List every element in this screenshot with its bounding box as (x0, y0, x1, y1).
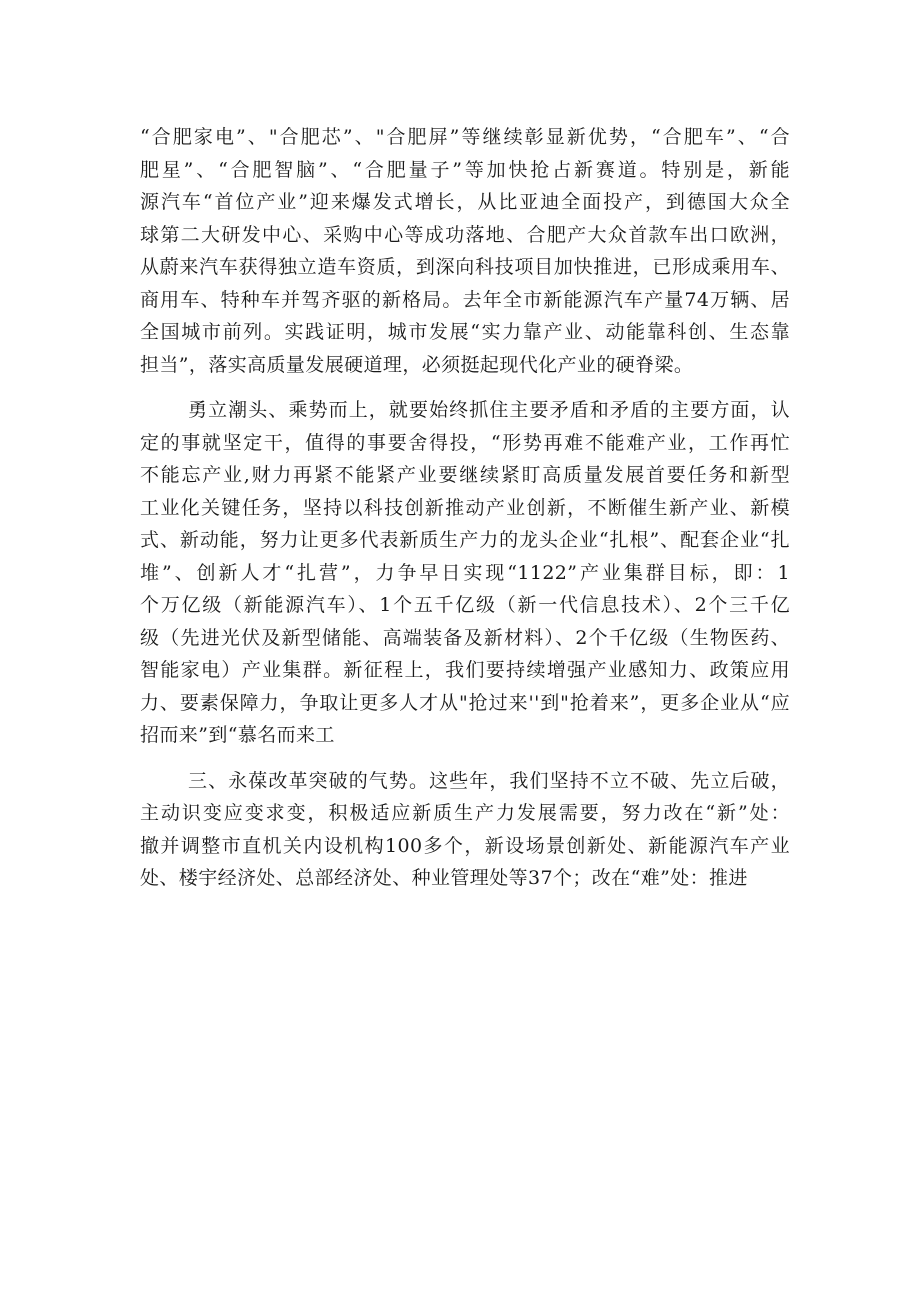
document-body (140, 121, 790, 895)
text-line: 工业化关键任务，坚持以科技创新推动产业创新，不断催生新产业、新模 (140, 496, 790, 519)
text-line: 源汽车“首位产业”迎来爆发式增长，从比亚迪全面投产，到德国大众全 (140, 191, 790, 213)
text-line: 撤并调整市直机关内设机构100多个，新设场景创新处、新能源汽车产业 (140, 834, 790, 857)
text-line: 个万亿级（新能源汽车）、1个五千亿级（新一代信息技术）、2个三千亿 (140, 594, 790, 616)
text-line: 级（先进光伏及新型储能、高端装备及新材料）、2个千亿级（生物医药、 (140, 626, 790, 649)
text-line: “合肥家电”、"合肥芯”、"合肥屏”等继续彰显新优势，“合肥车”、“合 (140, 126, 790, 148)
paragraph-gap (140, 381, 790, 394)
text-line: 智能家电）产业集群。新征程上，我们要持续增强产业感知力、政策应用 (140, 659, 790, 681)
text-line: 全国城市前列。实践证明，城市发展“实力靠产业、动能靠科创、生态靠 (140, 321, 790, 343)
text-line: 肥星”、“合肥智脑”、“合肥量子”等加快抢占新赛道。特别是，新能 (140, 158, 790, 181)
text-line: 招而来”到“慕名而来工 (140, 724, 335, 746)
text-line: 商用车、特种车并驾齐驱的新格局。去年全市新能源汽车产量74万辆、居 (140, 288, 790, 311)
text-line: 三、永葆改革突破的气势。这些年，我们坚持不立不破、先立后破， (188, 769, 790, 792)
text-line: 从蔚来汽车获得独立造车资质，到深向科技项目加快推进，已形成乘用车、 (140, 256, 790, 278)
text-line: 定的事就坚定干，值得的事要舍得投，“形势再难不能难产业，工作再忙 (140, 431, 790, 454)
text-line: 处、楼宇经济处、总部经济处、种业管理处等37个；改在“难”处：推进 (140, 867, 748, 889)
paragraph (140, 121, 790, 381)
paragraph-gap (140, 752, 790, 765)
text-line: 力、要素保障力，争取让更多人才从"抢过来''到"抢着来”，更多企业从“应 (140, 691, 790, 714)
text-line: 担当”，落实高质量发展硬道理，必须挺起现代化产业的硬脊梁。 (140, 353, 694, 376)
text-line: 球第二大研发中心、采购中心等成功落地、合肥产大众首款车出口欧洲， (140, 223, 790, 246)
text-line: 式、新动能，努力让更多代表新质生产力的龙头企业“扎根”、配套企业“扎 (140, 529, 790, 551)
text-line: 堆”、创新人才“扎营”，力争早日实现“1122”产业集群目标，即：1 (140, 561, 790, 584)
text-line: 勇立潮头、乘势而上，就要始终抓住主要矛盾和矛盾的主要方面，认 (188, 399, 790, 421)
paragraph (140, 765, 790, 895)
text-line: 主动识变应变求变，积极适应新质生产力发展需要，努力改在“新”处： (140, 802, 790, 824)
paragraph (140, 394, 790, 752)
text-line: 不能忘产业,财力再紧不能紧产业要继续紧盯高质量发展首要任务和新型 (140, 464, 790, 486)
